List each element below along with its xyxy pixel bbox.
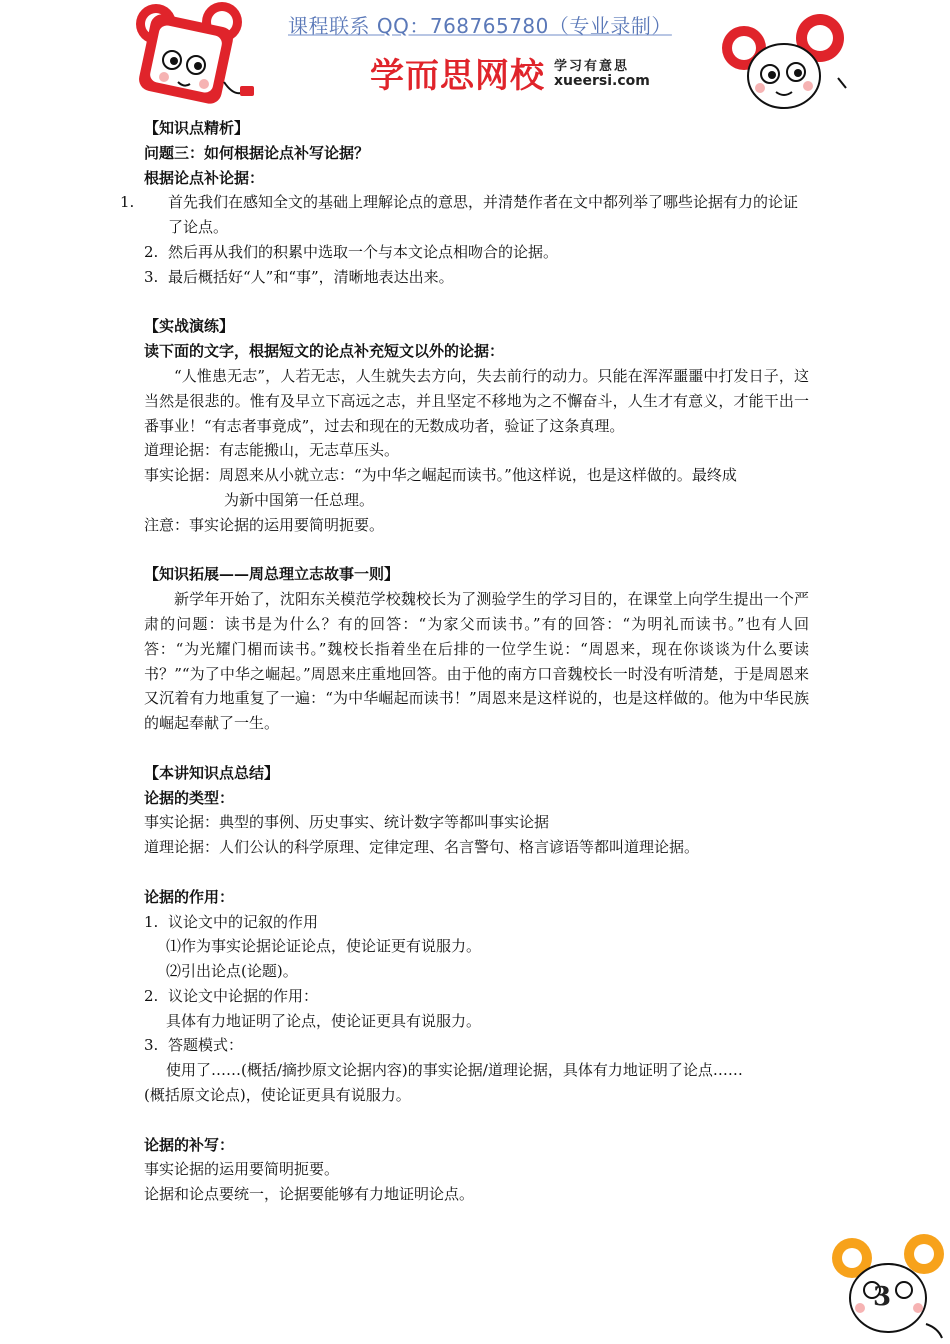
answer-template-line1: 使用了……(概括/摘抄原文论据内容)的事实论据/道理论据，具体有力地证明了论点…… xyxy=(166,1061,743,1080)
fact-argument-line1: 事实论据：周恩来从小就立志：“为中华之崛起而读书。”他这样说，也是这样做的。最终成 xyxy=(144,466,737,485)
list-item: 1. 首先我们在感知全文的基础上理解论点的意思，并清楚作者在文中都列举了哪些论据有力的论证了论点。 xyxy=(120,193,799,237)
function-sub-item: ⑴作为事实论据论证论点，使论证更有说服力。 xyxy=(166,937,482,956)
list-item: 1. 议论文中的记叙的作用 xyxy=(144,912,319,931)
types-heading: 论据的类型： xyxy=(144,788,235,807)
mascot-right-icon xyxy=(720,8,850,114)
mascot-left-icon xyxy=(134,2,264,110)
list-item: 3. 答题模式： xyxy=(144,1036,244,1055)
page-number: 3 xyxy=(873,1282,892,1312)
supplement-item: 论据和论点要统一，论据要能够有力地证明论点。 xyxy=(144,1185,475,1204)
practice-paragraph: “人惟患无志”，人若无志，人生就失去方向，失去前行的动力。只能在浑浑噩噩中打发日子，这当然是很悲的。惟有及早立下高远之志，并且坚定不移地为之不懈奋斗，人生才有意义，才能干出一番事业！“有志者事竟成”，过去和现在的无数成功者，验证了这条真理。 xyxy=(144,366,809,435)
section-title-summary: 【本讲知识点总结】 xyxy=(144,763,280,782)
contact-qq: 课程联系 QQ：768765780（专业录制） xyxy=(288,14,672,38)
function-heading: 论据的作用： xyxy=(144,887,235,906)
types-fact: 事实论据：典型的事例、历史事实、统计数字等都叫事实论据 xyxy=(144,813,550,832)
practice-note: 注意：事实论据的运用要简明扼要。 xyxy=(144,515,385,534)
brand-name: 学而思网校 xyxy=(370,56,545,96)
brand-slogan: 学习有意思 xyxy=(554,59,630,74)
types-reason: 道理论据：人们公认的科学原理、定律定理、名言警句、格言谚语等都叫道理论据。 xyxy=(144,838,700,857)
function-sub-item: 具体有力地证明了论点，使论证更具有说服力。 xyxy=(166,1011,482,1030)
practice-prompt: 读下面的文字，根据短文的论点补充短文以外的论据： xyxy=(144,342,505,361)
document-body xyxy=(120,116,809,1207)
list-item: 3. 最后概括好“人”和“事”，清晰地表达出来。 xyxy=(144,267,454,286)
page-header xyxy=(0,0,950,115)
reason-argument: 道理论据：有志能搬山，无志草压头。 xyxy=(144,441,400,460)
section-title-analysis: 【知识点精析】 xyxy=(144,119,250,137)
sub-heading: 根据论点补论据： xyxy=(144,168,265,187)
answer-template-line2: (概括原文论点)，使论证更具有说服力。 xyxy=(144,1086,411,1105)
fact-argument-line2: 为新中国第一任总理。 xyxy=(224,490,375,509)
section-title-extension: 【知识拓展——周总理立志故事一则】 xyxy=(144,565,400,584)
brand-sub xyxy=(554,60,654,88)
function-sub-item: ⑵引出论点(论题)。 xyxy=(166,962,298,981)
section-title-practice: 【实战演练】 xyxy=(144,317,235,336)
supplement-item: 事实论据的运用要简明扼要。 xyxy=(144,1160,340,1179)
brand-domain: xueersi.com xyxy=(554,73,650,89)
supplement-heading: 论据的补写： xyxy=(144,1135,235,1154)
list-item: 2. 议论文中论据的作用： xyxy=(144,986,319,1005)
list-item: 2. 然后再从我们的积累中选取一个与本文论点相吻合的论据。 xyxy=(144,242,559,261)
question-heading: 问题三：如何根据论点补写论据？ xyxy=(144,143,370,162)
story-paragraph: 新学年开始了，沈阳东关模范学校魏校长为了测验学生的学习目的，在课堂上向学生提出一个严肃的问题：读书是为什么？有的回答：“为家父而读书。”有的回答：“为明礼而读书。”也有人回答：“为光耀门楣而读书。”魏校长指着坐在后排的一位学生说：“周恩来，现在你谈谈为什么要读书？”“为了中华之崛起。”周恩来庄重地回答。由于他的南方口音魏校长一时没有听清楚，于是周恩来又沉着有力地重复了一遍：“为中华崛起而读书！”周恩来是这样说的，也是这样做的。他为中华民族的崛起奉献了一生。 xyxy=(144,590,809,733)
